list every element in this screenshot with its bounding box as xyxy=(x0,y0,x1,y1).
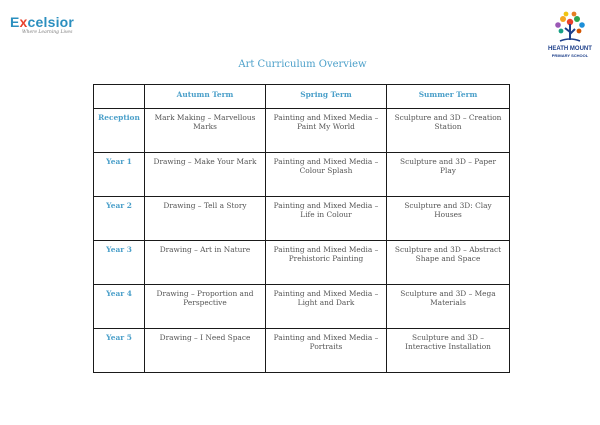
table-row xyxy=(94,285,510,329)
table-row xyxy=(94,241,510,285)
row-label: Year 5 xyxy=(94,329,145,373)
table-row xyxy=(94,329,510,373)
row-label: Year 4 xyxy=(94,285,145,329)
table-cell: Drawing – I Need Space xyxy=(145,329,266,373)
heath-mount-name: HEATH MOUNT xyxy=(548,46,592,52)
table-cell: Sculpture and 3D – Interactive Installation xyxy=(387,329,510,373)
table-cell: Drawing – Tell a Story xyxy=(145,197,266,241)
table-cell: Drawing – Make Your Mark xyxy=(145,153,266,197)
table-row xyxy=(94,153,510,197)
table-cell: Sculpture and 3D – Abstract Shape and Space xyxy=(387,241,510,285)
table-cell: Sculpture and 3D – Creation Station xyxy=(387,109,510,153)
table-cell: Sculpture and 3D – Paper Play xyxy=(387,153,510,197)
heath-mount-logo xyxy=(548,10,592,64)
row-label: Year 3 xyxy=(94,241,145,285)
table-cell: Sculpture and 3D – Mega Materials xyxy=(387,285,510,329)
table-cell: Painting and Mixed Media – Light and Dark xyxy=(266,285,387,329)
table-row xyxy=(94,109,510,153)
excelsior-tagline: Where Learning Lives xyxy=(22,30,73,35)
table-cell: Drawing – Proportion and Perspective xyxy=(145,285,266,329)
excelsior-logo xyxy=(10,14,90,40)
row-label: Reception xyxy=(94,109,145,153)
table-cell: Painting and Mixed Media – Life in Colour xyxy=(266,197,387,241)
table-cell: Painting and Mixed Media – Portraits xyxy=(266,329,387,373)
table-row xyxy=(94,197,510,241)
row-label: Year 1 xyxy=(94,153,145,197)
tree-emblem-icon xyxy=(552,10,588,44)
excelsior-wordmark: Excelsior xyxy=(10,14,75,30)
table-cell: Painting and Mixed Media – Paint My World xyxy=(266,109,387,153)
table-cell: Mark Making – Marvellous Marks xyxy=(145,109,266,153)
table-cell: Sculpture and 3D: Clay Houses xyxy=(387,197,510,241)
heath-mount-subtitle: PRIMARY SCHOOL xyxy=(551,53,589,58)
table-cell: Painting and Mixed Media – Prehistoric Painting xyxy=(266,241,387,285)
table-cell: Drawing – Art in Nature xyxy=(145,241,266,285)
header-summer-term: Summer Term xyxy=(387,85,510,109)
page-title: Art Curriculum Overview xyxy=(238,59,367,70)
table-header-row xyxy=(94,85,510,109)
table-cell: Painting and Mixed Media – Colour Splash xyxy=(266,153,387,197)
curriculum-table xyxy=(93,84,510,373)
row-label: Year 2 xyxy=(94,197,145,241)
header-autumn-term: Autumn Term xyxy=(145,85,266,109)
header-corner xyxy=(94,85,145,109)
header-spring-term: Spring Term xyxy=(266,85,387,109)
